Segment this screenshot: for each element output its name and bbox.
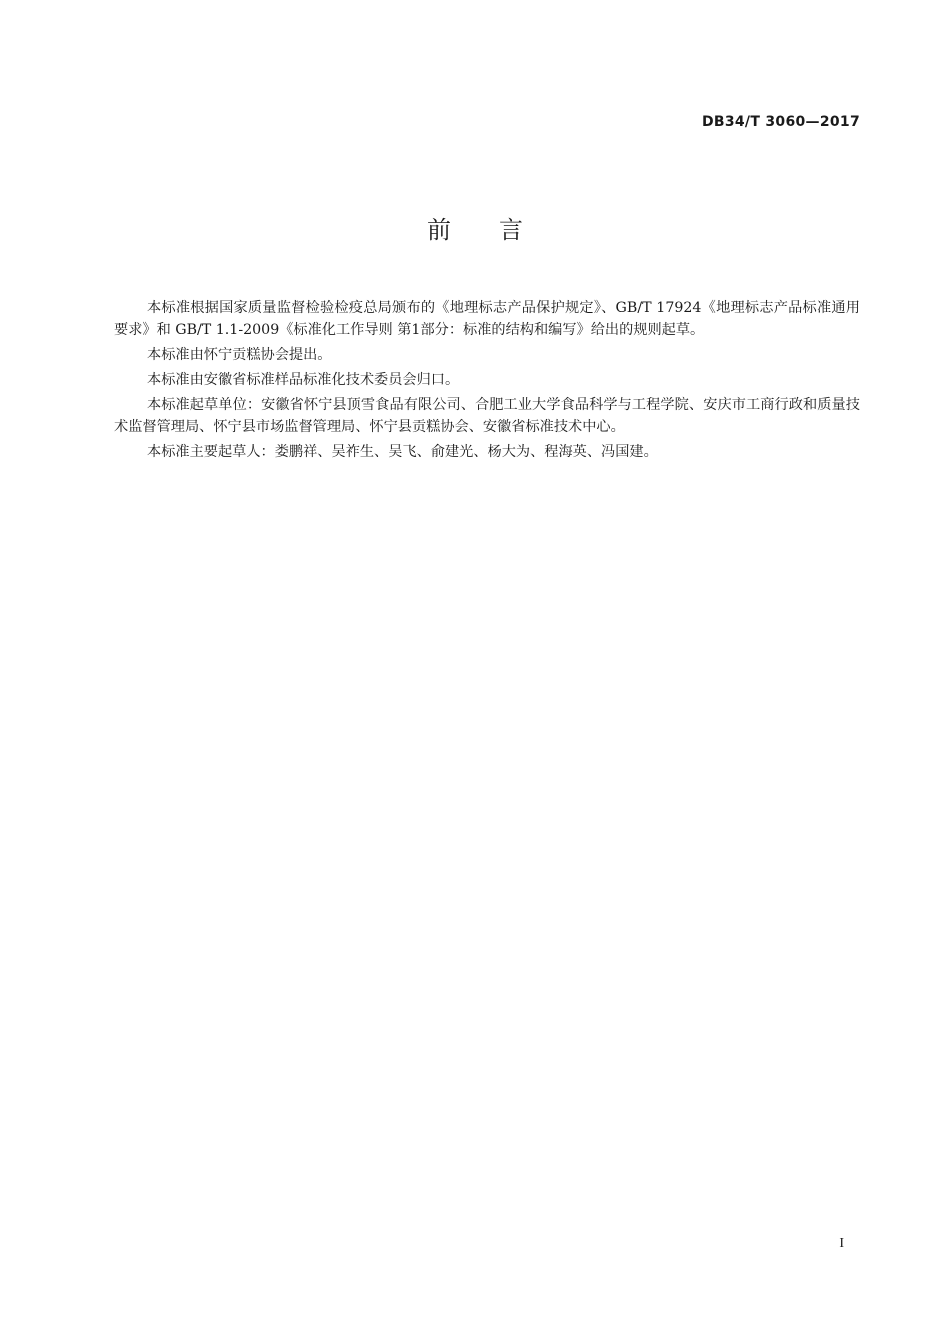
section-title: 前言 [427,216,571,244]
page-number: I [839,1236,844,1251]
paragraph-proposer: 本标准由怀宁贡糕协会提出。 [147,347,332,363]
foreword-body [114,297,860,466]
paragraph-centralized-unit: 本标准由安徽省标准样品标准化技术委员会归口。 [147,372,460,388]
paragraph-drafting-units: 本标准起草单位：安徽省怀宁县顶雪食品有限公司、合肥工业大学食品科学与工程学院、安庆市工商行政和质量技术监督管理局、怀宁县市场监督管理局、怀宁县贡糕协会、安徽省标准技术中心。 [114,397,860,435]
paragraph-drafters: 本标准主要起草人：娄鹏祥、吴祚生、吴飞、俞建光、杨大为、程海英、冯国建。 [147,444,658,460]
paragraph-basis: 本标准根据国家质量监督检验检疫总局颁布的《地理标志产品保护规定》、GB/T 17924《地理标志产品标准通用要求》和 GB/T 1.1-2009《标准化工作导则 第1部分：标准的结构和编写》给出的规则起草。 [114,300,860,338]
document-code: DB34/T 3060—2017 [701,114,860,130]
